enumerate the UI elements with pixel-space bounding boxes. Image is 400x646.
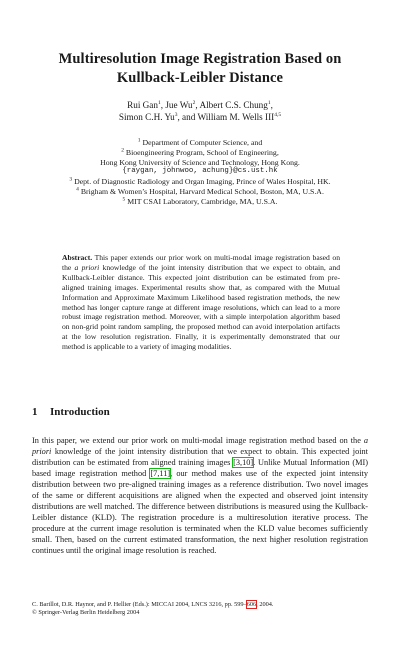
affiliation-line: $^2$ Bioengineering Program, School of Engineering, (121, 147, 279, 157)
abstract (62, 253, 340, 352)
footer-citation: C. Barillot, D.R. Haynor, and P. Hellier (Eds.): MICCAI 2004, LNCS 3216, pp. 599–606, 2004. (32, 601, 274, 608)
author-line-2: Simon C.H. Yu$^3$, and William M. Wells III$^{4,5}$ (118, 111, 282, 122)
affiliations (20, 138, 380, 207)
publication-footer (32, 601, 372, 618)
section-title: Introduction (50, 406, 110, 418)
title-line-2: Kullback-Leibler Distance (116, 70, 284, 86)
paper-title (40, 50, 360, 88)
author-list (40, 100, 360, 123)
affiliation-line: $^1$ Department of Computer Science, and (137, 137, 263, 147)
author-name: Rui Gan (127, 100, 158, 110)
author-affil-mark: 3 (174, 111, 178, 118)
affiliation-line: Hong Kong University of Science and Technology, Hong Kong. (100, 157, 300, 167)
author-name: Albert C.S. Chung (199, 100, 268, 110)
author-emails: {raygan, johnwoo, achung}@cs.ust.hk (122, 167, 278, 176)
citation-link[interactable]: [3,10] (233, 457, 254, 467)
section-number: 1 (32, 406, 38, 418)
section-heading (32, 406, 110, 418)
abstract-label: Abstract. (62, 253, 93, 262)
author-affil-mark: 2 (192, 99, 196, 106)
author-name: Jue Wu (165, 100, 193, 110)
abstract-text: This paper extends our prior work on multi-modal image registration based on the (62, 253, 341, 272)
abstract-text: knowledge of the joint intensity distribution that we expect to obtain, and Kullback-Leibler distance. This expected joint distribution can be estimated from pre-aligned training images. Experimental results show that, as compared with the Mutual Information and Approximate Maximum Likelihood based registration methods, the new method has longer capture range at different image resolutions, which can lead to a more robust image registration method. Moreover, with a simple interpolation algorithm based on non-grid point random sampling, the proposed method can avoid interpolation artifacts at the low resolution registration. Finally, it is experimentally demonstrated that our method is applicable to a variety of imaging modalities. (62, 262, 341, 352)
affiliation-line: $^3$ Dept. of Diagnostic Radiology and Organ Imaging, Prince of Wales Hospital, HK. (69, 176, 331, 187)
author-affil-mark: 1 (157, 99, 161, 106)
author-affil-mark: 4,5 (274, 111, 282, 118)
affiliation-line: $^4$ Brigham & Women’s Hospital, Harvard Medical School, Boston, MA, U.S.A. (76, 186, 324, 196)
citation-link[interactable]: [7,11] (150, 468, 171, 478)
introduction-paragraph: In this paper, we extend our prior work on multi-modal image registration method based on the a priori knowledge of the joint intensity distribution that we expect to obtain. This expected joint distribution can be estimated from aligned training images [3,10]. Unlike Mutual Information (MI) based image registration method [7,11], our method makes use of the expected joint intensity distribution between two pre-aligned training images as a reference distribution. Two novel images of the same or different acquisitions are aligned when the expected and observed joint intensity distributions are well matched. The difference between distributions is measured using the Kullback-Leibler distance (KLD). The registration procedure is a multiresolution iterative process. The procedure at the current image resolution is terminated when the KLD value becomes sufficiently small. Then, based on the current estimated transformation, the next higher resolution registration continues until the original image resolution is reached. (32, 436, 369, 555)
abstract-emphasis: a priori (74, 262, 100, 272)
page-range-link[interactable]: 606 (246, 601, 257, 608)
author-name: Simon C.H. Yu (118, 111, 175, 122)
footer-copyright: © Springer-Verlag Berlin Heidelberg 2004 (32, 609, 140, 617)
author-name: William M. Wells III (197, 111, 275, 122)
affiliation-line: $^5$ MIT CSAI Laboratory, Cambridge, MA, U.S.A. (122, 196, 278, 206)
author-affil-mark: 1 (267, 99, 271, 106)
body-emphasis: a priori (32, 436, 368, 456)
author-line-1: Rui Gan$^1$, Jue Wu$^2$, Albert C.S. Chung$^1$, (127, 99, 273, 110)
title-line-1: Multiresolution Image Registration Based on (58, 51, 342, 67)
